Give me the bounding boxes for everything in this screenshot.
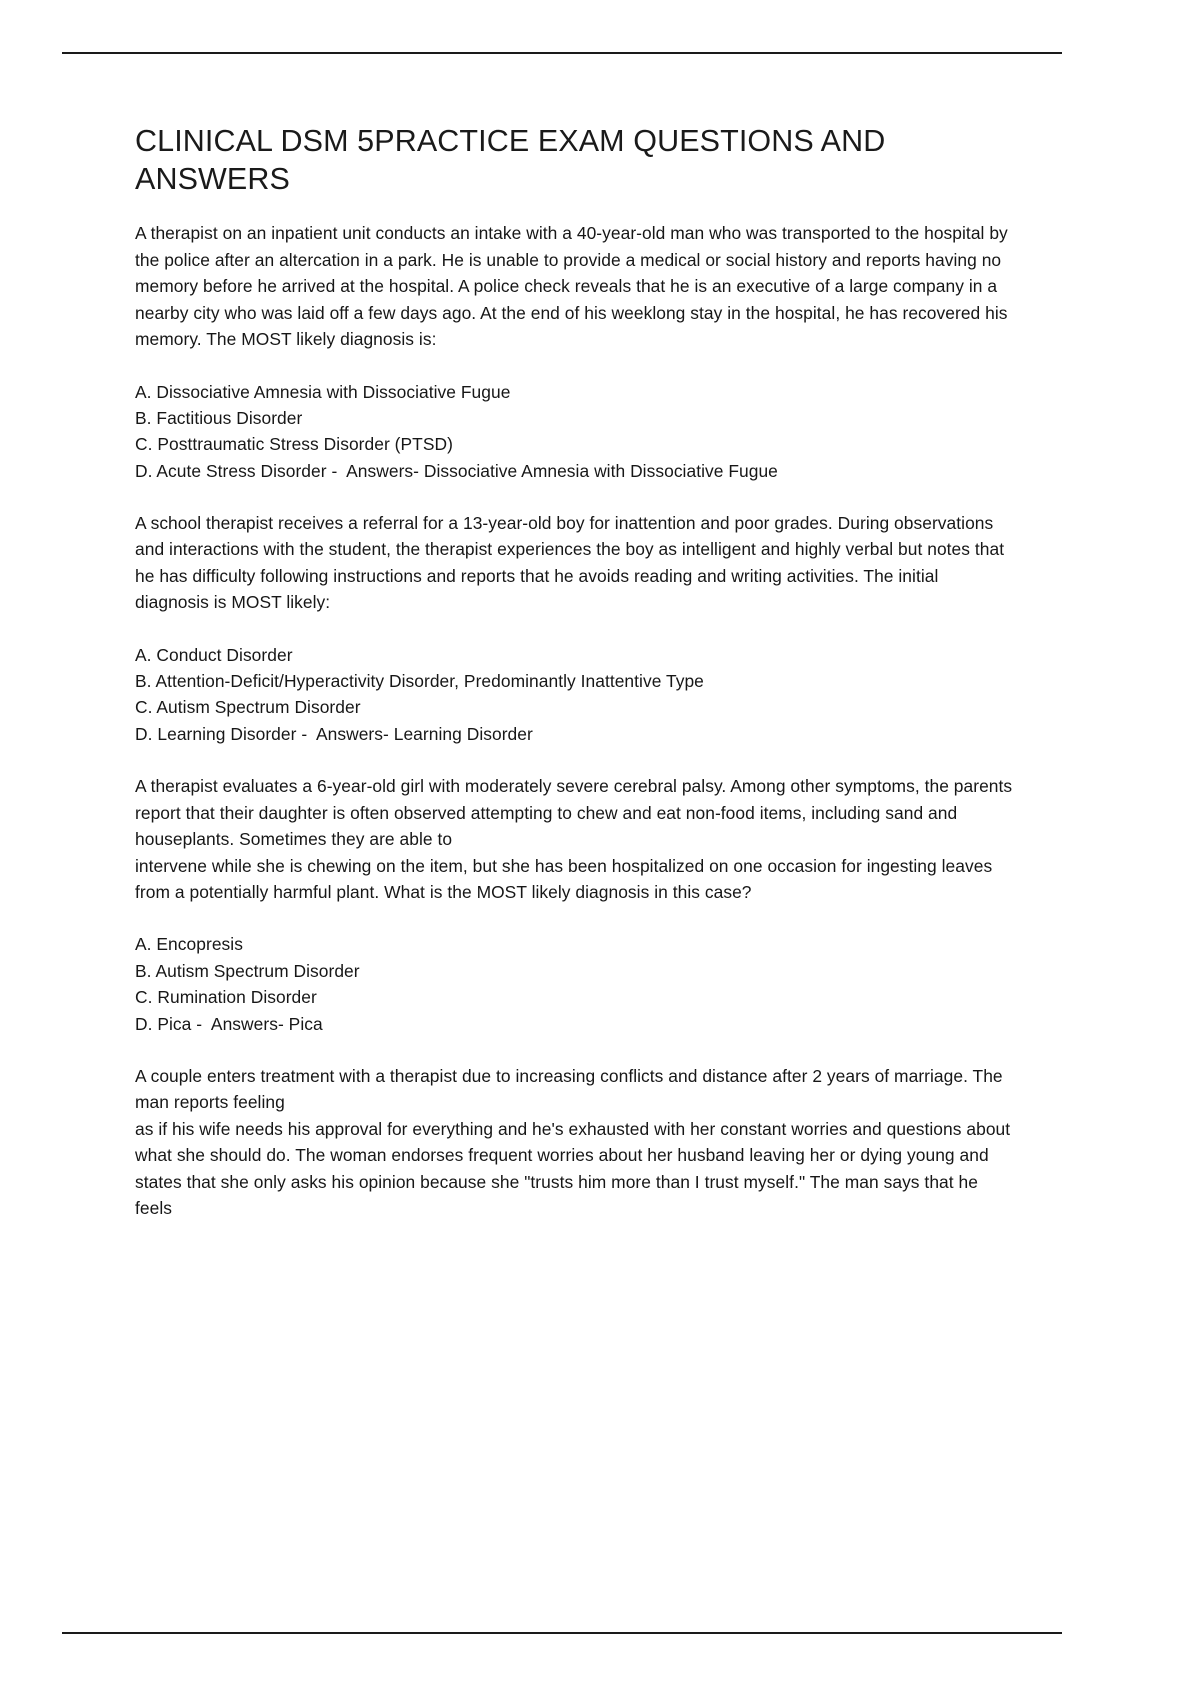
option-b[interactable]: B. Autism Spectrum Disorder (135, 960, 360, 981)
page-bottom-rule (62, 1632, 1062, 1634)
option-c[interactable]: C. Posttraumatic Stress Disorder (PTSD) (135, 434, 453, 455)
question-4-stem-part-1: A couple enters treatment with a therapist due to increasing conflicts and distance after 2 years of marriage. The man reports feeling (135, 1065, 1003, 1113)
option-d[interactable]: D. Learning Disorder - Answers- Learning Disorder (135, 723, 533, 744)
option-d[interactable]: D. Pica - Answers- Pica (135, 1013, 323, 1034)
option-c[interactable]: C. Autism Spectrum Disorder (135, 697, 361, 718)
question-1-options (135, 379, 1015, 484)
page-title: CLINICAL DSM 5PRACTICE EXAM QUESTIONS AND ANSWERS (135, 124, 886, 197)
question-3-stem (135, 773, 1015, 905)
question-4-stem (135, 1063, 1015, 1222)
page-top-rule (62, 52, 1062, 54)
option-c[interactable]: C. Rumination Disorder (135, 987, 317, 1008)
option-a[interactable]: A. Conduct Disorder (135, 644, 293, 665)
option-a[interactable]: A. Dissociative Amnesia with Dissociative Fugue (135, 381, 511, 402)
option-a[interactable]: A. Encopresis (135, 934, 243, 955)
option-b[interactable]: B. Attention-Deficit/Hyperactivity Disorder, Predominantly Inattentive Type (135, 671, 704, 692)
question-4-stem-part-2: as if his wife needs his approval for everything and he's exhausted with her constant worries and questions about what she should do. The woman endorses frequent worries about her husband leaving her or dying young and states that she only asks his opinion because she "trusts him more than I trust myself." The man says that he feels (135, 1118, 1011, 1219)
question-3-options (135, 931, 1015, 1036)
option-d[interactable]: D. Acute Stress Disorder - Answers- Dissociative Amnesia with Dissociative Fugue (135, 460, 778, 481)
question-2-options (135, 642, 1015, 747)
document-body (135, 122, 1015, 1222)
question-3-stem-part-1: A therapist evaluates a 6-year-old girl with moderately severe cerebral palsy. Among other symptoms, the parents report that their daughter is often observed attempting to chew and eat non-food items, including sand and houseplants. Sometimes they are able to (135, 776, 1013, 850)
question-1-stem: A therapist on an inpatient unit conducts an intake with a 40-year-old man who was transported to the hospital by the police after an altercation in a park. He is unable to provide a medical or social history and reports having no memory before he arrived at the hospital. A police check reveals that he is an executive of a large company in a nearby city who was laid off a few days ago. At the end of his weeklong stay in the hospital, he has recovered his memory. The MOST likely diagnosis is: (135, 223, 1008, 350)
option-b[interactable]: B. Factitious Disorder (135, 407, 303, 428)
question-2-stem: A school therapist receives a referral for a 13-year-old boy for inattention and poor grades. During observations and interactions with the student, the therapist experiences the boy as intelligent and highly verbal but notes that he has difficulty following instructions and reports that he avoids reading and writing activities. The initial diagnosis is MOST likely: (135, 512, 1005, 613)
question-3-stem-part-2: intervene while she is chewing on the item, but she has been hospitalized on one occasion for ingesting leaves from a potentially harmful plant. What is the MOST likely diagnosis in this case? (135, 855, 993, 903)
